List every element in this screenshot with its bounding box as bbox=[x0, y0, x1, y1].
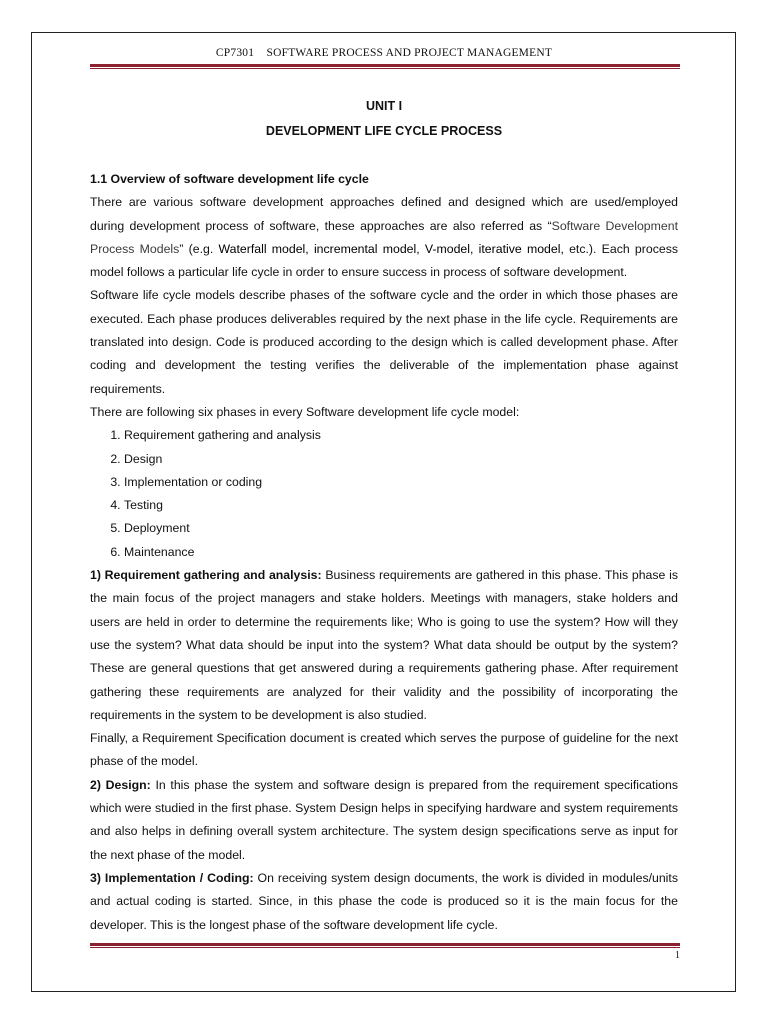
requirement-paragraph bbox=[90, 564, 678, 727]
intro-text-a: There are various software development approaches defined and designed which are used/employed during development process of software, these approaches are also referred as “ bbox=[90, 195, 678, 233]
requirement-final: Finally, a Requirement Specification document is created which serves the purpose of guideline for the next phase of the model. bbox=[90, 731, 678, 769]
running-header bbox=[0, 47, 768, 59]
requirement-label: 1) Requirement gathering and analysis: bbox=[90, 568, 322, 583]
list-item: 2. Design bbox=[124, 448, 678, 471]
list-item: 5. Deployment bbox=[124, 517, 678, 540]
phases-list bbox=[90, 424, 678, 564]
section-heading: 1.1 Overview of software development life cycle bbox=[90, 172, 369, 186]
intro-paragraph bbox=[90, 191, 678, 284]
implementation-text: On receiving system design documents, the work is divided in modules/units and actual coding is started. Since, in this phase the code is produced so it is the main focus for the developer. This is the longest phase of the software development life cycle. bbox=[90, 870, 678, 932]
page-number: 1 bbox=[675, 950, 680, 961]
document-body bbox=[90, 168, 678, 937]
lifecycle-paragraph: Software life cycle models describe phases of the software cycle and the order in which those phases are executed. Each phase produces deliverables required by the next phase in the life cycle. Requirements are translated into design. Code is produced according to the design which is called development phase. After coding and development the testing verifies the deliverable of the implementation phase against requirements. bbox=[90, 288, 678, 396]
implementation-paragraph bbox=[90, 867, 678, 937]
header-rule bbox=[90, 64, 680, 69]
intro-term: Software Development Process Models bbox=[90, 218, 678, 256]
phases-intro: There are following six phases in every Software development life cycle model: bbox=[90, 404, 520, 419]
intro-text-b: ” (e.g. bbox=[179, 241, 219, 256]
requirement-text: Business requirements are gathered in this phase. This phase is the main focus of the project managers and stake holders. Meetings with managers, stake holders and users are held in order to determine the requirements like; Who is going to use the system? How will they use the system? What data should be input into the system? What data should be output by the system? These are general questions that get answered during a requirements gathering phase. After requirement gathering these requirements are analyzed for their validity and the possibility of incorporating the requirements in the system to be development is also studied. bbox=[90, 568, 678, 722]
course-title: SOFTWARE PROCESS AND PROJECT MANAGEMENT bbox=[266, 47, 553, 59]
design-paragraph bbox=[90, 774, 678, 867]
intro-text-c: etc.). Each process model follows a particular life cycle in order to ensure success in process of software development. bbox=[90, 241, 678, 280]
list-item: 4. Testing bbox=[124, 494, 678, 517]
list-item: 1. Requirement gathering and analysis bbox=[124, 424, 678, 447]
unit-label: UNIT I bbox=[365, 99, 403, 113]
list-item: 6. Maintenance bbox=[124, 541, 678, 564]
list-item: 3. Implementation or coding bbox=[124, 471, 678, 494]
implementation-label: 3) Implementation / Coding: bbox=[90, 870, 254, 885]
unit-title: DEVELOPMENT LIFE CYCLE PROCESS bbox=[265, 124, 503, 138]
footer-rule bbox=[90, 943, 680, 948]
course-code: CP7301 bbox=[215, 47, 255, 59]
intro-examples: Waterfall model, incremental model, V-model, iterative model, bbox=[218, 241, 564, 256]
design-label: 2) Design: bbox=[90, 777, 151, 792]
design-text: In this phase the system and software design is prepared from the requirement specifications which were studied in the first phase. System Design helps in specifying hardware and system requirements and also helps in defining overall system architecture. The system design specifications serve as input for the next phase of the model. bbox=[90, 777, 678, 862]
